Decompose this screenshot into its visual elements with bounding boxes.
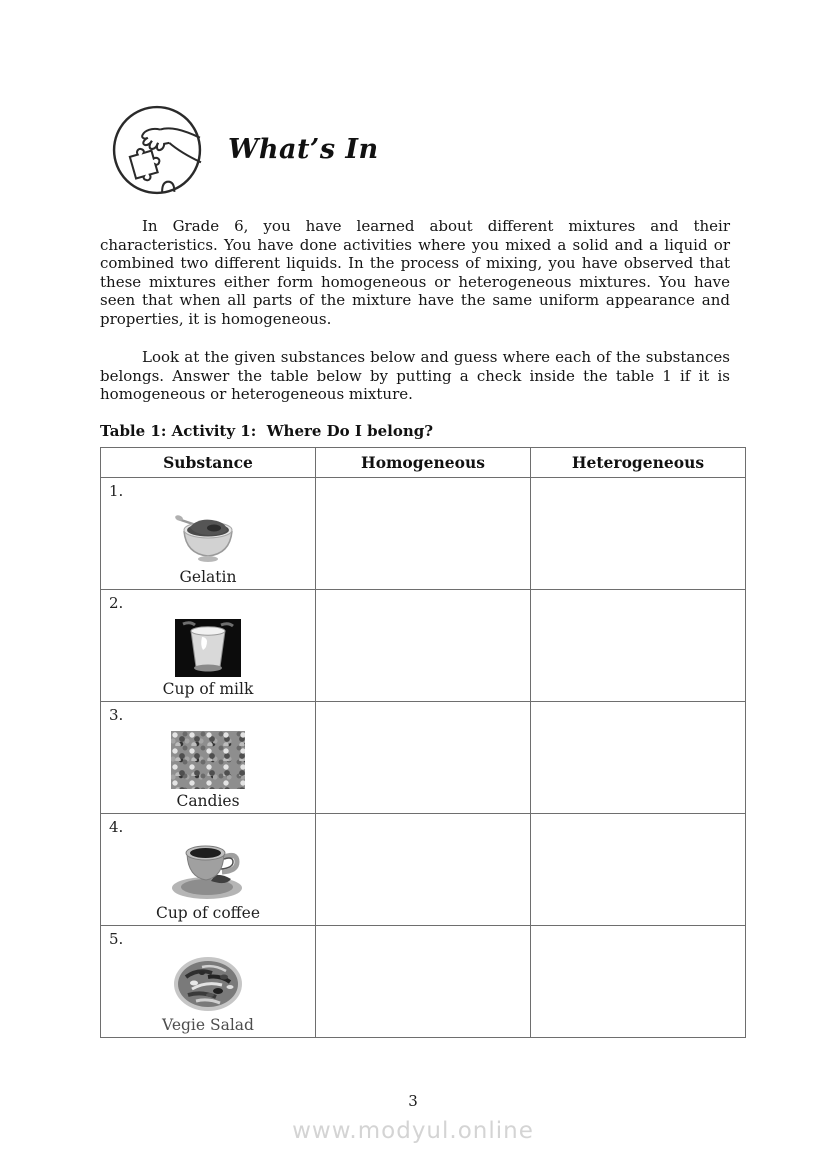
intro-paragraph-1: In Grade 6, you have learned about different mixtures and their characteristics. You have done activities where you mixed a solid and a liquid or combined two different liquids. In the process of mixing, you have observed that these mixtures either form homogeneous or heterogeneous mixtures. You have seen that when all parts of the mixture have the same uniform appearance and properties, it is homogeneous. bbox=[100, 217, 730, 328]
section-title: What’s In bbox=[228, 134, 379, 165]
page-number: 3 bbox=[408, 1092, 418, 1110]
substance-caption: Cup of coffee bbox=[155, 904, 261, 922]
homogeneous-answer-cell-2[interactable] bbox=[316, 590, 531, 702]
homogeneous-answer-cell-3[interactable] bbox=[316, 702, 531, 814]
homogeneous-answer-cell-5[interactable] bbox=[316, 926, 531, 1038]
gelatin-bowl-image bbox=[174, 507, 242, 565]
table-row bbox=[101, 478, 746, 590]
milk-glass-image bbox=[175, 619, 241, 677]
table-row bbox=[101, 926, 746, 1038]
table-row bbox=[101, 590, 746, 702]
candies-image bbox=[171, 731, 245, 789]
homogeneous-answer-cell-1[interactable] bbox=[316, 478, 531, 590]
substance-caption: Candies bbox=[176, 792, 240, 810]
table-row bbox=[101, 702, 746, 814]
substance-cell-vegie-salad bbox=[101, 926, 316, 1038]
substance-caption: Vegie Salad bbox=[162, 1016, 254, 1034]
row-number: 1. bbox=[109, 482, 124, 500]
column-header-substance: Substance bbox=[101, 448, 316, 478]
row-number: 3. bbox=[109, 706, 124, 724]
substance-cell-candies bbox=[101, 702, 316, 814]
column-header-heterogeneous: Heterogeneous bbox=[531, 448, 746, 478]
substance-caption: Cup of milk bbox=[162, 680, 254, 698]
intro-paragraph-2: Look at the given substances below and guess where each of the substances belongs. Answer the table below by putting a check inside the table 1 if it is homogeneous or heterogeneous mixture. bbox=[100, 348, 730, 404]
substance-cell-gelatin bbox=[101, 478, 316, 590]
watermark: www.modyul.online bbox=[292, 1118, 534, 1144]
vegie-salad-image bbox=[172, 955, 244, 1013]
table-title: Table 1: Activity 1: Where Do I belong? bbox=[100, 422, 434, 440]
heterogeneous-answer-cell-5[interactable] bbox=[531, 926, 746, 1038]
puzzle-hand-icon bbox=[111, 104, 203, 196]
row-number: 4. bbox=[109, 818, 124, 836]
column-header-homogeneous: Homogeneous bbox=[316, 448, 531, 478]
heterogeneous-answer-cell-1[interactable] bbox=[531, 478, 746, 590]
coffee-cup-image bbox=[166, 837, 250, 901]
substance-cell-milk bbox=[101, 590, 316, 702]
heterogeneous-answer-cell-4[interactable] bbox=[531, 814, 746, 926]
row-number: 2. bbox=[109, 594, 124, 612]
activity-table bbox=[100, 447, 746, 1038]
substance-caption: Gelatin bbox=[179, 568, 237, 586]
heterogeneous-answer-cell-3[interactable] bbox=[531, 702, 746, 814]
table-header-row bbox=[101, 448, 746, 478]
row-number: 5. bbox=[109, 930, 124, 948]
heterogeneous-answer-cell-2[interactable] bbox=[531, 590, 746, 702]
homogeneous-answer-cell-4[interactable] bbox=[316, 814, 531, 926]
substance-cell-coffee bbox=[101, 814, 316, 926]
table-row bbox=[101, 814, 746, 926]
